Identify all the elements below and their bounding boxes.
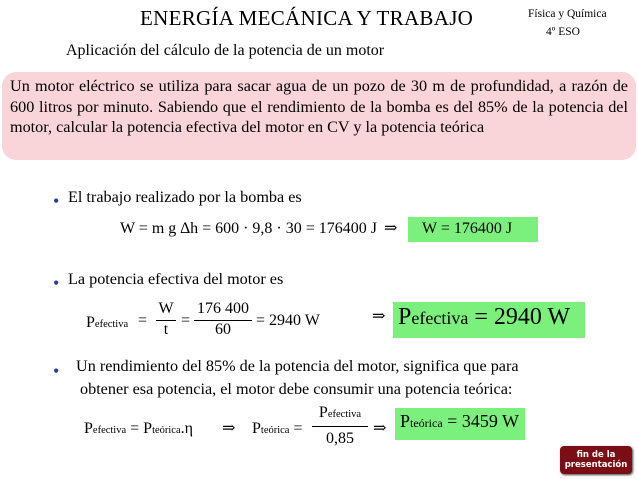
p-teorica-label (252, 420, 303, 438)
bullet-2: • (53, 273, 60, 293)
teorica-result (400, 411, 519, 432)
p-subscript: efectiva (94, 319, 129, 330)
work-equation: W = m g ∆h = 600 · 9,8 · 30 = 176400 J (120, 220, 377, 237)
equals-2: = (181, 312, 191, 329)
step2-text: La potencia efectiva del motor es (68, 270, 284, 288)
teo-equals: = (293, 420, 303, 437)
problem-text: Un motor eléctrico se utiliza para sacar agua de un pozo de 30 m de profundidad, a razón de 600 litros por minuto. Sabiendo que el rendimiento de la bomba es del 85% de la potencia del motor, calcular la potencia efectiva del motor en CV y la potencia teórica (10, 77, 628, 136)
end-presentation-button[interactable] (560, 446, 632, 474)
eta-symbol: .η (180, 420, 193, 437)
bullet-1: • (53, 191, 60, 211)
frac2-numerator: 176 400 (197, 300, 249, 317)
teorica-p-letter: P (400, 411, 411, 431)
teo-p-subscript: teórica (260, 425, 290, 436)
teo-p-letter: P (252, 420, 261, 437)
subject-label: Física y Química (528, 8, 607, 20)
mid-p-subscript: teórica (152, 425, 181, 436)
result-value: = 2940 W (474, 304, 571, 330)
p-letter: P (86, 314, 95, 331)
slide-subtitle: Aplicación del cálculo de la potencia de un motor (66, 42, 385, 59)
num-p-subscript: efectiva (327, 409, 362, 420)
rendimiento-equation (84, 420, 193, 438)
equals-1: = (138, 312, 148, 329)
arrow-1: ⇒ (384, 220, 398, 237)
teorica-p-subscript: teórica (410, 416, 443, 430)
mid-p: = P (130, 420, 153, 437)
level-label: 4º ESO (546, 26, 580, 38)
frac3-denominator: 0,85 (326, 430, 354, 447)
end-button-line1: fin de la (576, 450, 616, 460)
teorica-value: = 3459 W (447, 411, 519, 431)
num-p-letter: P (318, 404, 328, 421)
result-p-letter: P (398, 304, 412, 330)
frac3-line (312, 426, 368, 427)
frac2-denominator: 60 (215, 321, 231, 338)
step3-text-line2: obtener esa potencia, el motor debe consumir una potencia teórica: (80, 380, 513, 398)
step1-text: El trabajo realizado por la bomba es (68, 188, 302, 206)
arrow-4: ⇒ (373, 420, 387, 437)
frac3-numerator (310, 404, 370, 422)
problem-statement (2, 72, 636, 160)
lhs-p-letter: P (84, 420, 93, 437)
power-value: = 2940 W (256, 312, 320, 329)
bullet-3: • (53, 361, 60, 381)
frac1-denominator: t (163, 321, 169, 338)
arrow-2: ⇒ (372, 308, 386, 325)
work-result: W = 176400 J (422, 220, 513, 237)
lhs-p-subscript: efectiva (92, 425, 127, 436)
p-efectiva-label (86, 314, 128, 332)
frac1-numerator: W (158, 300, 174, 317)
slide-title: ENERGÍA MECÁNICA Y TRABAJO (140, 6, 474, 30)
step3-text-line1: Un rendimiento del 85% de la potencia del motor, significa que para (76, 357, 519, 375)
end-button-line2: presentación (564, 460, 628, 470)
arrow-3: ⇒ (222, 420, 236, 437)
power-result (398, 304, 570, 331)
result-p-subscript: efectiva (411, 308, 469, 328)
